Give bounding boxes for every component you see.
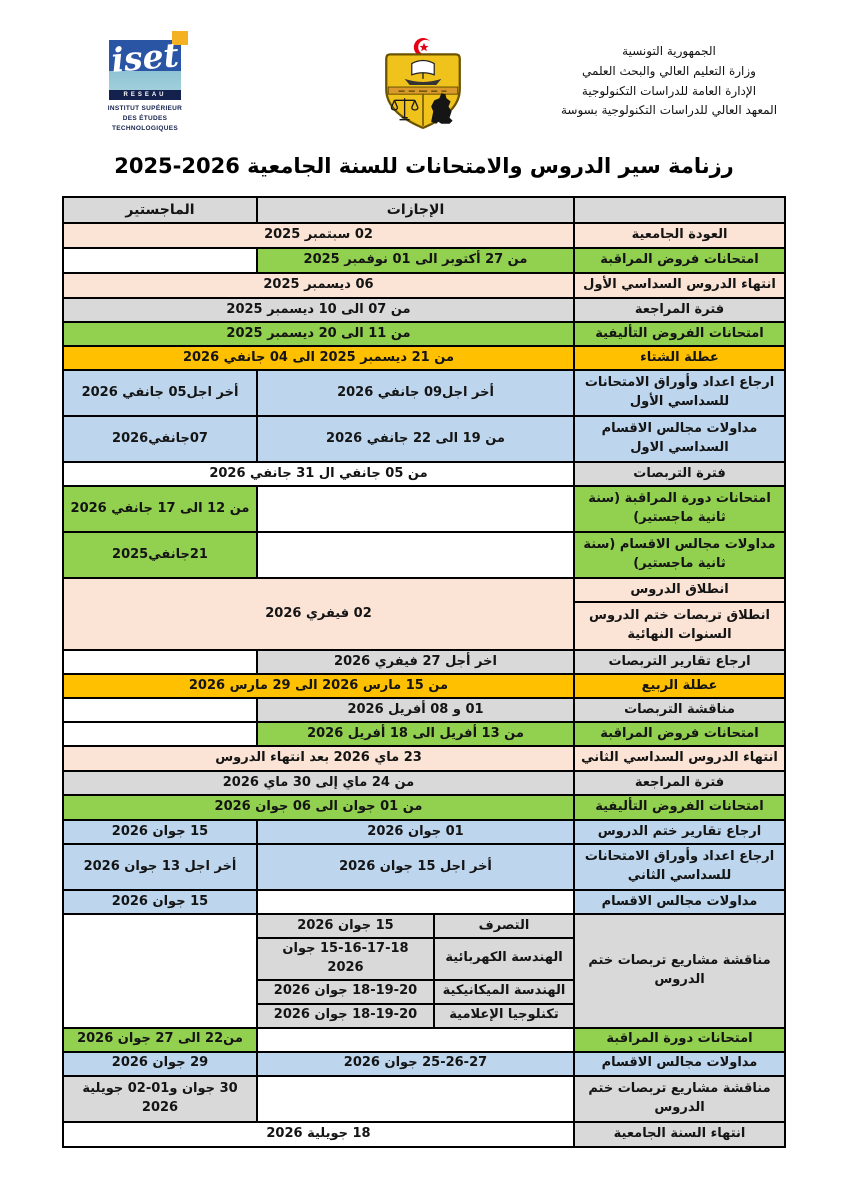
event-label-cell: انطلاق تربصات ختم الدروس السنوات النهائية xyxy=(574,602,785,650)
event-label-cell: مداولات مجالس الاقسام xyxy=(574,890,785,914)
event-label-cell: امتحانات فروض المراقبة xyxy=(574,722,785,746)
full-span-date-cell: من 01 جوان الى 06 جوان 2026 xyxy=(63,795,574,820)
ijazat-date-cell: 01 و 08 أفريل 2026 xyxy=(257,698,574,722)
table-row xyxy=(63,650,785,674)
event-label-cell: امتحانات الفروض التأليفية xyxy=(574,795,785,820)
master-date-cell: من22 الى 27 جوان 2026 xyxy=(63,1028,257,1052)
event-label-cell: انتهاء السنة الجامعية xyxy=(574,1122,785,1147)
event-label-cell: امتحانات فروض المراقبة xyxy=(574,248,785,273)
table-row xyxy=(63,273,785,298)
table-row xyxy=(63,346,785,370)
dept-name-cell: تكنلوجيا الإعلامية xyxy=(434,1004,574,1028)
event-label-cell: مناقشة مشاريع تربصات ختم الدروس xyxy=(574,1076,785,1122)
event-label-cell: ارجاع تقارير التربصات xyxy=(574,650,785,674)
master-date-cell: 15 جوان 2026 xyxy=(63,890,257,914)
full-span-date-cell: 18 جويلية 2026 xyxy=(63,1122,574,1147)
dept-dates-cell: 18-19-20 جوان 2026 xyxy=(257,1004,434,1028)
iset-caption-line: TECHNOLOGIQUES xyxy=(112,125,178,133)
table-row xyxy=(63,370,785,416)
master-date-cell xyxy=(63,914,257,1028)
dept-name-cell: التصرف xyxy=(434,914,574,938)
event-label-cell: عطلة الربيع xyxy=(574,674,785,698)
ministry-line: الإدارة العامة للدراسات التكنولوجية xyxy=(581,83,757,98)
event-label-cell: مناقشة التربصات xyxy=(574,698,785,722)
table-row xyxy=(63,248,785,273)
ijazat-date-cell: اخر أجل 27 فيفري 2026 xyxy=(257,650,574,674)
full-span-date-cell: من 21 ديسمبر 2025 الى 04 جانفي 2026 xyxy=(63,346,574,370)
full-span-date-cell: 02 سبتمبر 2025 xyxy=(63,223,574,248)
ijazat-date-cell: أخر اجل09 جانفي 2026 xyxy=(257,370,574,416)
dept-dates-cell: 15-16-17-18 جوان 2026 xyxy=(257,938,434,980)
master-date-cell: أخر اجل 13 جوان 2026 xyxy=(63,844,257,890)
table-row xyxy=(63,298,785,322)
master-date-cell: أخر اجل05 جانفي 2026 xyxy=(63,370,257,416)
event-label-cell: انتهاء الدروس السداسي الثاني xyxy=(574,746,785,771)
master-date-cell: 15 جوان 2026 xyxy=(63,820,257,844)
ijazat-date-cell xyxy=(257,890,574,914)
table-row xyxy=(63,1052,785,1076)
dept-name-cell: الهندسة الميكانيكية xyxy=(434,980,574,1004)
event-label-cell: العودة الجامعية xyxy=(574,223,785,248)
table-row xyxy=(63,1028,785,1052)
iset-logo-reseau-band: RESEAU xyxy=(109,90,181,100)
event-label-cell: ارجاع اعداد وأوراق الامتحانات للسداسي الأول xyxy=(574,370,785,416)
ijazat-date-cell xyxy=(257,532,574,578)
table-row xyxy=(63,771,785,795)
master-date-cell xyxy=(63,650,257,674)
event-label-cell: ارجاع تقارير ختم الدروس xyxy=(574,820,785,844)
event-label-cell: مداولات مجالس الاقسام (سنة ثانية ماجستير) xyxy=(574,532,785,578)
event-label-cell: انطلاق الدروس xyxy=(574,578,785,602)
table-row xyxy=(63,532,785,578)
tunisia-coat-of-arms-icon xyxy=(378,36,468,138)
table-row xyxy=(63,844,785,890)
iset-logo-script-text: iset xyxy=(109,35,181,80)
master-date-cell xyxy=(63,248,257,273)
event-label-cell: عطلة الشتاء xyxy=(574,346,785,370)
full-span-date-cell: 02 فيفري 2026 xyxy=(63,578,574,650)
full-span-date-cell: من 07 الى 10 ديسمبر 2025 xyxy=(63,298,574,322)
full-span-date-cell: 23 ماي 2026 بعد انتهاء الدروس xyxy=(63,746,574,771)
master-date-cell: 29 جوان 2026 xyxy=(63,1052,257,1076)
event-label-cell: ارجاع اعداد وأوراق الامتحانات للسداسي الثاني xyxy=(574,844,785,890)
master-date-cell xyxy=(63,722,257,746)
table-row xyxy=(63,1122,785,1147)
dept-dates-cell: 15 جوان 2026 xyxy=(257,914,434,938)
table-row xyxy=(63,698,785,722)
ijazat-date-cell: أخر اجل 15 جوان 2026 xyxy=(257,844,574,890)
table-row xyxy=(63,416,785,462)
table-row xyxy=(63,746,785,771)
page-title: رزنامة سير الدروس والامتحانات للسنة الجامعية 2026-2025 xyxy=(114,154,734,178)
calendar-table xyxy=(62,196,786,1148)
ministry-line: الجمهورية التونسية xyxy=(622,44,716,58)
table-row xyxy=(63,820,785,844)
ijazat-date-cell xyxy=(257,486,574,532)
dept-dates-cell: 18-19-20 جوان 2026 xyxy=(257,980,434,1004)
table-row xyxy=(63,722,785,746)
dept-name-cell: الهندسة الكهربائية xyxy=(434,938,574,980)
master-header-cell: الماجستير xyxy=(63,197,257,223)
event-label-cell: فترة المراجعة xyxy=(574,298,785,322)
table-row xyxy=(63,223,785,248)
ijazat-header-cell: الإجازات xyxy=(257,197,574,223)
ijazat-date-cell: من 19 الى 22 جانفي 2026 xyxy=(257,416,574,462)
events-header-cell xyxy=(574,197,785,223)
ijazat-date-cell: من 27 أكتوبر الى 01 نوفمبر 2025 xyxy=(257,248,574,273)
full-span-date-cell: من 11 الى 20 ديسمبر 2025 xyxy=(63,322,574,346)
ministry-block xyxy=(504,42,834,121)
iset-logo-caption xyxy=(97,104,193,134)
event-label-cell: فترة المراجعة xyxy=(574,771,785,795)
ijazat-date-cell: 25-26-27 جوان 2026 xyxy=(257,1052,574,1076)
ijazat-date-cell xyxy=(257,1028,574,1052)
iset-caption-line: DES ÉTUDES xyxy=(122,115,168,123)
document-header xyxy=(0,0,848,133)
table-row xyxy=(63,197,785,223)
event-label-cell: مداولات مجالس الاقسام السداسي الاول xyxy=(574,416,785,462)
master-date-cell xyxy=(63,698,257,722)
ijazat-date-cell: من 13 أفريل الى 18 أفريل 2026 xyxy=(257,722,574,746)
event-label-cell: امتحانات الفروض التأليفية xyxy=(574,322,785,346)
event-label-cell: فترة التربصات xyxy=(574,462,785,486)
full-span-date-cell: من 05 جانفي ال 31 جانفي 2026 xyxy=(63,462,574,486)
table-row xyxy=(63,462,785,486)
ministry-line: المعهد العالي للدراسات التكنولوجية بسوسة xyxy=(560,103,778,118)
master-date-cell: من 12 الى 17 جانفي 2026 xyxy=(63,486,257,532)
iset-logo-square xyxy=(109,35,181,100)
master-date-cell: 21جانفي2025 xyxy=(63,532,257,578)
table-row xyxy=(63,914,785,938)
event-label-cell: مداولات مجالس الاقسام xyxy=(574,1052,785,1076)
full-span-date-cell: من 15 مارس 2026 الى 29 مارس 2026 xyxy=(63,674,574,698)
table-row xyxy=(63,890,785,914)
full-span-date-cell: 06 ديسمبر 2025 xyxy=(63,273,574,298)
table-row xyxy=(63,486,785,532)
table-row xyxy=(63,578,785,602)
iset-caption-line: INSTITUT SUPÉRIEUR xyxy=(107,105,183,112)
ijazat-date-cell: 01 جوان 2026 xyxy=(257,820,574,844)
table-row xyxy=(63,795,785,820)
event-label-cell: امتحانات دورة المراقبة xyxy=(574,1028,785,1052)
event-label-cell: امتحانات دورة المراقبة (سنة ثانية ماجستير) xyxy=(574,486,785,532)
event-label-cell: انتهاء الدروس السداسي الأول xyxy=(574,273,785,298)
table-row xyxy=(63,1076,785,1122)
iset-logo xyxy=(97,35,217,134)
ministry-line: وزارة التعليم العالي والبحث العلمي xyxy=(582,63,756,78)
event-label-cell: مناقشة مشاريع تربصات ختم الدروس xyxy=(574,914,785,1028)
table-row xyxy=(63,322,785,346)
master-date-cell: 30 جوان و01-02 جويلية 2026 xyxy=(63,1076,257,1122)
table-row xyxy=(63,674,785,698)
ijazat-date-cell xyxy=(257,1076,574,1122)
master-date-cell: 07جانفي2026 xyxy=(63,416,257,462)
full-span-date-cell: من 24 ماي إلى 30 ماي 2026 xyxy=(63,771,574,795)
